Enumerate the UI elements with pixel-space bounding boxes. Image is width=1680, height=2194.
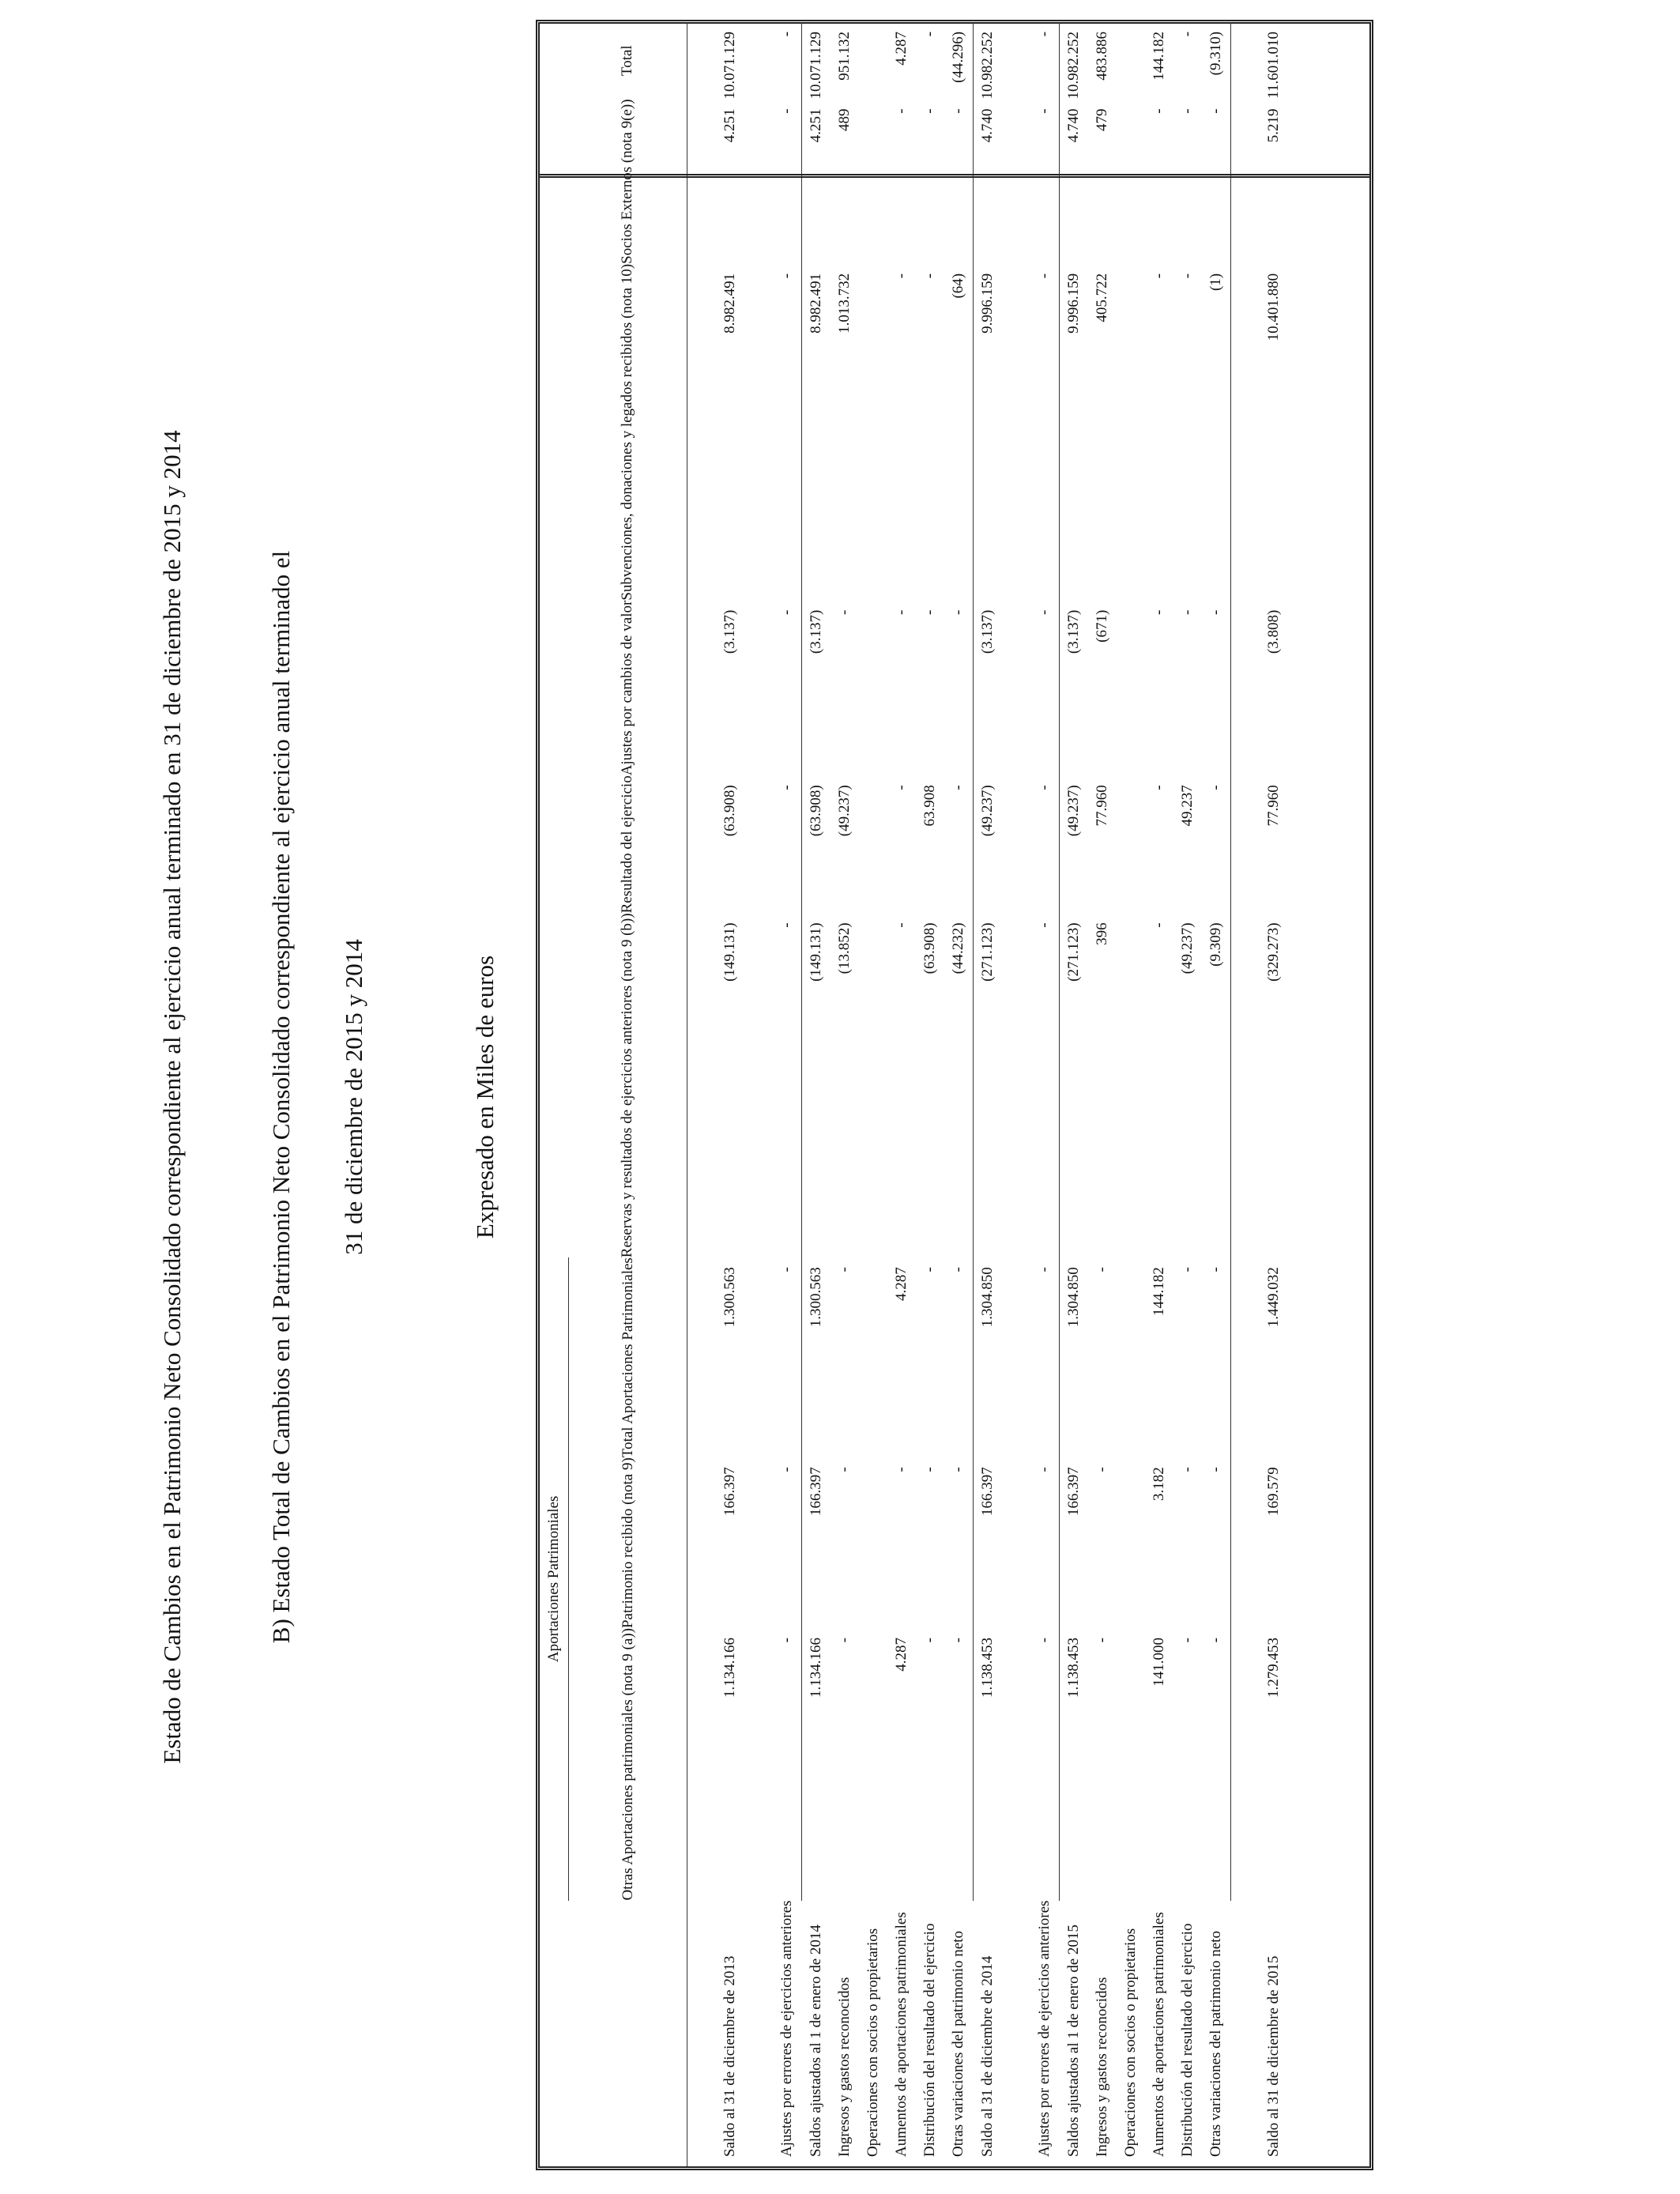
row-value: (3.808) [1265,609,1282,654]
table-row [802,22,831,2166]
row-value: 4.740 [979,108,996,143]
col-header-total-aportaciones: Total Aportaciones Patrimoniales [619,1257,636,1458]
row-value: - [1179,1267,1196,1272]
row-value: 4.287 [893,1638,910,1672]
row-value [1117,22,1145,100]
row-value: 10.071.129 [808,31,824,100]
row-label: Otras variaciones del patrimonio neto [950,1931,967,2157]
table-row [974,22,1003,2166]
row-value: 4.287 [893,1267,910,1301]
row-value: 10.071.129 [721,31,738,100]
col-header-subvenciones: Subvenciones, donaciones y legados recibidos (nota 10) [619,263,636,601]
row-value: - [1094,1467,1110,1472]
row-value: (3.137) [808,609,824,654]
row-value: 1.279.453 [1265,1638,1282,1698]
row-value: 8.982.491 [808,273,824,334]
row-value: 8.982.491 [721,273,738,334]
row-value: 166.397 [808,1467,824,1516]
row-value: - [1030,264,1060,601]
table-row [1202,22,1231,2166]
row-label: Saldo al 31 de diciembre de 2015 [1265,1955,1282,2157]
row-value: (13.852) [836,922,853,974]
row-value: - [1030,913,1060,1257]
row-label: Ajustes por errores de ejercicios anteriores [778,1900,796,2157]
row-value: - [836,1638,853,1643]
row-label: Saldo al 31 de diciembre de 2014 [978,1955,996,2157]
row-value: (49.237) [1065,785,1082,837]
row-value: 166.397 [979,1467,996,1516]
row-value: - [944,99,974,263]
row-label: Saldos ajustados al 1 de enero de 2015 [1064,1924,1082,2157]
row-value: - [893,785,910,790]
row-value: - [1094,1267,1110,1272]
row-value: 10.982.252 [979,31,996,100]
row-value: - [773,601,802,776]
group-header-row [540,22,569,2166]
col-header-ajustes: Ajustes por cambios de valor [619,600,636,776]
row-value: 1.300.563 [721,1267,738,1328]
row-value: 3.182 [1151,1467,1167,1501]
row-value: - [1030,1257,1060,1457]
row-value: 144.182 [1151,1267,1167,1316]
row-value [1117,1628,1145,1901]
table-row [1030,22,1060,2166]
row-value: - [893,273,910,279]
table-row [859,22,887,2166]
table-row [1145,22,1173,2166]
row-value: - [921,1638,938,1643]
row-value: 4.740 [1065,108,1082,143]
table-row [716,22,744,2166]
group-header-aportaciones: Aportaciones Patrimoniales [540,1257,569,1900]
row-value: - [1179,273,1196,279]
row-value [859,1457,887,1628]
row-value [1117,913,1145,1257]
statement-title: Estado de Cambios en el Patrimonio Neto Consolidado correspondiente al ejercicio anual terminado en 31 de diciembre de 2015 y 2014 [158,430,186,1764]
row-label: Saldos ajustados al 1 de enero de 2014 [807,1924,824,2157]
row-value: - [921,31,938,37]
row-value: 63.908 [921,785,938,827]
row-value: 396 [1094,922,1110,945]
row-value: 1.134.166 [808,1638,824,1698]
row-value: 9.996.159 [979,273,996,334]
row-value: - [773,775,802,913]
table-body [716,22,1288,2166]
row-value: (9.310) [1202,22,1231,100]
row-value: 483.886 [1094,31,1110,81]
row-value: 1.134.166 [721,1638,738,1698]
row-value: (49.237) [1179,922,1196,974]
row-value: - [773,99,802,263]
row-value: - [1030,22,1060,100]
row-value: 4.251 [808,108,824,143]
row-value: (149.131) [808,922,824,982]
table-row [773,22,802,2166]
table-row [831,22,859,2166]
row-label: Operaciones con socios o propietarios [1122,1928,1139,2157]
table-row [944,22,974,2166]
row-value: - [1151,273,1167,279]
row-value: 951.132 [836,31,853,81]
row-value [859,1257,887,1457]
table-row [1060,22,1089,2166]
row-value: - [944,1628,974,1901]
row-value: (9.309) [1202,913,1231,1257]
row-value: 77.960 [1094,785,1110,827]
row-value: 1.304.850 [979,1267,996,1328]
row-value: (64) [944,264,974,601]
row-value: - [1179,1467,1196,1472]
table-row [1260,22,1288,2166]
row-value: 77.960 [1265,785,1282,827]
row-value: - [1151,609,1167,615]
row-value: 166.397 [721,1467,738,1516]
column-header-row [569,22,687,2166]
row-value: - [1030,99,1060,263]
row-value: - [1151,785,1167,790]
row-value: (49.237) [836,785,853,837]
row-value: - [836,1267,853,1272]
row-value [859,22,887,100]
row-value: 4.251 [721,108,738,143]
row-value: - [921,1467,938,1472]
row-value: - [1202,775,1231,913]
row-value: 1.304.850 [1065,1267,1082,1328]
row-value: - [921,108,938,114]
row-value: 144.182 [1151,31,1167,81]
row-value [1117,1257,1145,1457]
row-value: (671) [1094,609,1110,643]
row-value: 1.138.453 [979,1638,996,1698]
row-value: - [773,22,802,100]
row-label: Ajustes por errores de ejercicios anteriores [1036,1900,1053,2157]
row-value: - [944,775,974,913]
statement-subtitle: B) Estado Total de Cambios en el Patrimonio Neto Consolidado correspondiente al ejercicio anual terminado el [267,550,295,1644]
row-value: (44.296) [944,22,974,100]
row-value: (271.123) [979,922,996,982]
row-value: (3.137) [979,609,996,654]
row-value: - [921,1267,938,1272]
row-value: 49.237 [1179,785,1196,827]
row-value: - [773,264,802,601]
statement-units: Expresado en Miles de euros [471,955,499,1239]
row-value: - [921,273,938,279]
col-header-resultado: Resultado del ejercicio [619,775,636,914]
row-value: - [773,913,802,1257]
row-value: 9.996.159 [1065,273,1082,334]
row-value [859,264,887,601]
row-value [1117,775,1145,913]
row-value: - [893,922,910,928]
row-value: - [836,1467,853,1472]
row-value: 11.601.010 [1265,31,1282,99]
row-value [1117,601,1145,776]
row-value: 10.401.880 [1265,273,1282,341]
row-label: Distribución del resultado del ejercicio [1179,1923,1196,2157]
row-value: 489 [836,108,853,131]
row-label: Distribución del resultado del ejercicio [921,1923,938,2157]
row-value: - [1202,601,1231,776]
row-value: 1.138.453 [1065,1638,1082,1698]
row-value: - [1030,1628,1060,1901]
row-value: (63.908) [808,785,824,837]
row-value: - [893,1467,910,1472]
row-value: - [944,1457,974,1628]
row-value [859,99,887,263]
row-value: (63.908) [721,785,738,837]
row-value: - [1179,31,1196,37]
table-row [887,22,916,2166]
table-row [916,22,944,2166]
row-value: (3.137) [721,609,738,654]
row-value: - [1179,108,1196,114]
row-value: - [1030,1457,1060,1628]
table-row [1088,22,1117,2166]
row-value: - [944,601,974,776]
row-value: (149.131) [721,922,738,982]
equity-changes-table [540,22,1288,2166]
row-value: 479 [1094,108,1110,131]
row-label: Saldo al 31 de diciembre de 2013 [721,1955,738,2157]
row-value: - [1030,601,1060,776]
row-value: - [1030,775,1060,913]
row-value: - [1202,1457,1231,1628]
row-value: - [893,108,910,114]
col-header-reservas: Reservas y resultados de ejercicios anteriores (nota 9 (b)) [619,913,636,1258]
row-value: - [773,1628,802,1901]
row-label: Ingresos y gastos reconocidos [1094,1977,1110,2157]
row-value: (44.232) [944,913,974,1257]
row-value: - [1202,99,1231,263]
col-header-patrimonio-recibido: Patrimonio recibido (nota 9) [619,1457,636,1629]
table-row [1173,22,1202,2166]
row-value: - [773,1257,802,1457]
row-value [1117,99,1145,263]
row-value: 1.300.563 [808,1267,824,1328]
row-value [1117,264,1145,601]
row-value: - [1202,1257,1231,1457]
table-row [1117,22,1145,2166]
row-value: 141.000 [1151,1638,1167,1687]
row-value: - [1151,922,1167,928]
row-label: Operaciones con socios o propietarios [864,1928,881,2157]
row-label: Aumentos de aportaciones patrimoniales [893,1912,910,2157]
row-value: 4.287 [893,31,910,66]
row-value: - [893,609,910,615]
row-value: - [1202,1628,1231,1901]
row-value: - [921,609,938,615]
row-value [859,913,887,1257]
row-value: (271.123) [1065,922,1082,982]
col-header-socios-externos: Socios Externos (nota 9(e)) [619,99,636,264]
statement-period: 31 de diciembre de 2015 y 2014 [340,939,367,1255]
row-value: (63.908) [921,922,938,974]
row-label: Aumentos de aportaciones patrimoniales [1151,1912,1167,2157]
row-value: - [773,1457,802,1628]
row-value: 10.982.252 [1065,31,1082,100]
total-column-separator [540,174,1369,178]
row-value: 5.219 [1265,108,1282,143]
row-value: 405.722 [1094,273,1110,322]
row-value: - [944,1257,974,1457]
row-value: 1.449.032 [1265,1267,1282,1328]
row-value: - [1179,609,1196,615]
row-value [1117,1457,1145,1628]
row-value [859,775,887,913]
row-value: (1) [1202,264,1231,601]
row-value: 166.397 [1065,1467,1082,1516]
table-frame [536,20,1373,2170]
row-value: - [1151,108,1167,114]
row-value [859,601,887,776]
row-value: (3.137) [1065,609,1082,654]
row-value: (329.273) [1265,922,1282,982]
col-header-total: Total [619,45,636,77]
row-label: Ingresos y gastos reconocidos [836,1977,853,2157]
row-value: - [836,609,853,615]
row-value: - [1094,1638,1110,1643]
row-value: (49.237) [979,785,996,837]
row-value: 1.013.732 [836,273,853,334]
col-header-otras-aportaciones: Otras Aportaciones patrimoniales (nota 9 (a)) [619,1628,636,1901]
row-value: - [1179,1638,1196,1643]
row-label: Otras variaciones del patrimonio neto [1207,1931,1225,2157]
row-value [859,1628,887,1901]
row-value: 169.579 [1265,1467,1282,1516]
